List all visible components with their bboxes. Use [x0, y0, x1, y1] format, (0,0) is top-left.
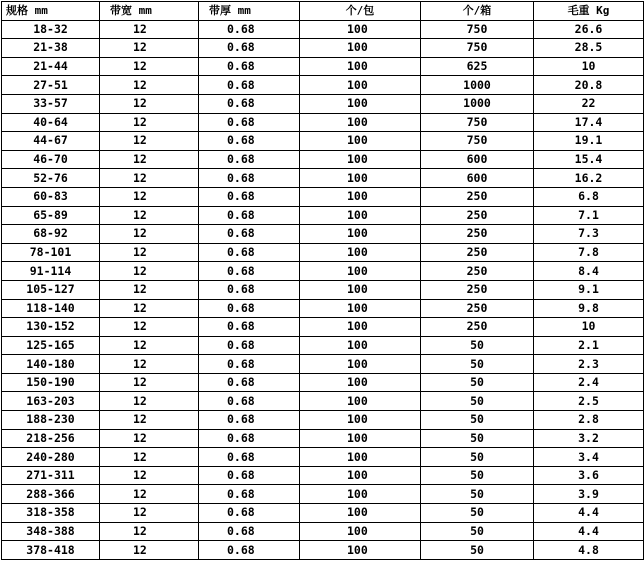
- cell-gross-weight: 19.1: [534, 132, 644, 151]
- header-per-box: 个/箱: [421, 2, 534, 21]
- table-row: [2, 392, 644, 411]
- cell-per-pack: 100: [300, 132, 421, 151]
- cell-band-thickness: 0.68: [199, 262, 300, 281]
- table-row: [2, 187, 644, 206]
- header-per-pack: 个/包: [300, 2, 421, 21]
- cell-band-thickness: 0.68: [199, 429, 300, 448]
- cell-gross-weight: 17.4: [534, 113, 644, 132]
- cell-gross-weight: 28.5: [534, 39, 644, 58]
- cell-band-width: 12: [100, 20, 199, 39]
- cell-gross-weight: 9.8: [534, 299, 644, 318]
- cell-band-width: 12: [100, 169, 199, 188]
- cell-spec: 378-418: [2, 541, 100, 560]
- cell-per-box: 750: [421, 39, 534, 58]
- cell-per-box: 50: [421, 411, 534, 430]
- cell-per-box: 600: [421, 169, 534, 188]
- cell-spec: 52-76: [2, 169, 100, 188]
- table-row: [2, 318, 644, 337]
- cell-gross-weight: 4.4: [534, 522, 644, 541]
- cell-band-thickness: 0.68: [199, 150, 300, 169]
- cell-per-box: 50: [421, 355, 534, 374]
- header-spec: 规格 mm: [2, 2, 100, 21]
- cell-spec: 78-101: [2, 243, 100, 262]
- cell-band-width: 12: [100, 225, 199, 244]
- cell-band-thickness: 0.68: [199, 187, 300, 206]
- cell-gross-weight: 7.1: [534, 206, 644, 225]
- cell-band-thickness: 0.68: [199, 541, 300, 560]
- cell-spec: 60-83: [2, 187, 100, 206]
- cell-gross-weight: 6.8: [534, 187, 644, 206]
- cell-per-box: 250: [421, 225, 534, 244]
- cell-gross-weight: 2.5: [534, 392, 644, 411]
- cell-spec: 105-127: [2, 280, 100, 299]
- cell-gross-weight: 10: [534, 318, 644, 337]
- cell-band-width: 12: [100, 522, 199, 541]
- cell-per-pack: 100: [300, 466, 421, 485]
- table-row: [2, 429, 644, 448]
- cell-per-pack: 100: [300, 280, 421, 299]
- cell-per-box: 50: [421, 504, 534, 523]
- cell-band-width: 12: [100, 485, 199, 504]
- cell-band-width: 12: [100, 466, 199, 485]
- cell-band-width: 12: [100, 541, 199, 560]
- cell-gross-weight: 26.6: [534, 20, 644, 39]
- cell-per-pack: 100: [300, 355, 421, 374]
- table-row: [2, 206, 644, 225]
- cell-per-pack: 100: [300, 150, 421, 169]
- cell-per-box: 50: [421, 448, 534, 467]
- cell-per-pack: 100: [300, 169, 421, 188]
- cell-band-width: 12: [100, 373, 199, 392]
- cell-band-thickness: 0.68: [199, 132, 300, 151]
- cell-band-thickness: 0.68: [199, 411, 300, 430]
- spec-table: [1, 1, 644, 560]
- cell-band-width: 12: [100, 187, 199, 206]
- cell-per-box: 250: [421, 318, 534, 337]
- cell-per-pack: 100: [300, 225, 421, 244]
- cell-spec: 150-190: [2, 373, 100, 392]
- cell-band-width: 12: [100, 94, 199, 113]
- table-row: [2, 299, 644, 318]
- table-row: [2, 448, 644, 467]
- table-row: [2, 504, 644, 523]
- cell-gross-weight: 3.2: [534, 429, 644, 448]
- cell-band-thickness: 0.68: [199, 280, 300, 299]
- cell-spec: 18-32: [2, 20, 100, 39]
- cell-gross-weight: 4.4: [534, 504, 644, 523]
- cell-spec: 163-203: [2, 392, 100, 411]
- cell-band-thickness: 0.68: [199, 225, 300, 244]
- cell-per-box: 50: [421, 485, 534, 504]
- cell-spec: 348-388: [2, 522, 100, 541]
- table-row: [2, 94, 644, 113]
- cell-spec: 118-140: [2, 299, 100, 318]
- cell-band-thickness: 0.68: [199, 206, 300, 225]
- cell-gross-weight: 7.3: [534, 225, 644, 244]
- cell-gross-weight: 3.9: [534, 485, 644, 504]
- cell-band-thickness: 0.68: [199, 522, 300, 541]
- cell-per-box: 250: [421, 187, 534, 206]
- cell-per-pack: 100: [300, 243, 421, 262]
- cell-band-width: 12: [100, 411, 199, 430]
- cell-band-thickness: 0.68: [199, 466, 300, 485]
- cell-per-pack: 100: [300, 541, 421, 560]
- cell-per-box: 250: [421, 206, 534, 225]
- cell-per-box: 750: [421, 113, 534, 132]
- cell-per-box: 50: [421, 373, 534, 392]
- cell-band-width: 12: [100, 299, 199, 318]
- cell-per-box: 625: [421, 57, 534, 76]
- cell-per-pack: 100: [300, 318, 421, 337]
- cell-per-pack: 100: [300, 411, 421, 430]
- cell-per-pack: 100: [300, 504, 421, 523]
- cell-band-width: 12: [100, 392, 199, 411]
- cell-band-thickness: 0.68: [199, 243, 300, 262]
- table-row: [2, 57, 644, 76]
- cell-spec: 68-92: [2, 225, 100, 244]
- table-row: [2, 150, 644, 169]
- cell-spec: 318-358: [2, 504, 100, 523]
- table-row: [2, 522, 644, 541]
- cell-band-thickness: 0.68: [199, 76, 300, 95]
- cell-band-width: 12: [100, 39, 199, 58]
- table-row: [2, 466, 644, 485]
- cell-per-box: 250: [421, 280, 534, 299]
- cell-gross-weight: 4.8: [534, 541, 644, 560]
- table-row: [2, 113, 644, 132]
- cell-band-thickness: 0.68: [199, 113, 300, 132]
- table-row: [2, 225, 644, 244]
- cell-gross-weight: 3.4: [534, 448, 644, 467]
- cell-per-pack: 100: [300, 57, 421, 76]
- cell-spec: 91-114: [2, 262, 100, 281]
- cell-gross-weight: 3.6: [534, 466, 644, 485]
- cell-per-pack: 100: [300, 94, 421, 113]
- table-row: [2, 76, 644, 95]
- cell-gross-weight: 15.4: [534, 150, 644, 169]
- cell-spec: 44-67: [2, 132, 100, 151]
- cell-per-box: 250: [421, 299, 534, 318]
- cell-per-box: 250: [421, 262, 534, 281]
- table-row: [2, 169, 644, 188]
- cell-band-width: 12: [100, 76, 199, 95]
- cell-band-thickness: 0.68: [199, 57, 300, 76]
- cell-gross-weight: 22: [534, 94, 644, 113]
- table-row: [2, 132, 644, 151]
- cell-band-width: 12: [100, 318, 199, 337]
- cell-per-box: 600: [421, 150, 534, 169]
- cell-per-pack: 100: [300, 485, 421, 504]
- cell-gross-weight: 2.8: [534, 411, 644, 430]
- cell-per-box: 1000: [421, 94, 534, 113]
- table-row: [2, 541, 644, 560]
- table-row: [2, 20, 644, 39]
- table-row: [2, 262, 644, 281]
- cell-per-pack: 100: [300, 39, 421, 58]
- cell-per-box: 750: [421, 20, 534, 39]
- cell-per-pack: 100: [300, 76, 421, 95]
- table-row: [2, 373, 644, 392]
- cell-per-box: 50: [421, 336, 534, 355]
- cell-spec: 271-311: [2, 466, 100, 485]
- cell-gross-weight: 8.4: [534, 262, 644, 281]
- cell-spec: 27-51: [2, 76, 100, 95]
- cell-band-thickness: 0.68: [199, 39, 300, 58]
- cell-band-thickness: 0.68: [199, 448, 300, 467]
- cell-band-width: 12: [100, 243, 199, 262]
- header-band-thickness: 带厚 mm: [199, 2, 300, 21]
- cell-per-pack: 100: [300, 522, 421, 541]
- cell-band-width: 12: [100, 113, 199, 132]
- cell-gross-weight: 2.1: [534, 336, 644, 355]
- cell-per-box: 750: [421, 132, 534, 151]
- cell-spec: 288-366: [2, 485, 100, 504]
- cell-spec: 218-256: [2, 429, 100, 448]
- cell-band-width: 12: [100, 280, 199, 299]
- cell-band-width: 12: [100, 262, 199, 281]
- cell-per-box: 50: [421, 392, 534, 411]
- cell-gross-weight: 9.1: [534, 280, 644, 299]
- cell-per-pack: 100: [300, 262, 421, 281]
- cell-gross-weight: 10: [534, 57, 644, 76]
- cell-band-thickness: 0.68: [199, 504, 300, 523]
- cell-per-box: 50: [421, 541, 534, 560]
- cell-spec: 46-70: [2, 150, 100, 169]
- table-body: [2, 20, 644, 559]
- cell-gross-weight: 16.2: [534, 169, 644, 188]
- cell-gross-weight: 20.8: [534, 76, 644, 95]
- cell-spec: 21-44: [2, 57, 100, 76]
- cell-gross-weight: 2.3: [534, 355, 644, 374]
- table-row: [2, 355, 644, 374]
- cell-band-thickness: 0.68: [199, 336, 300, 355]
- cell-per-box: 1000: [421, 76, 534, 95]
- cell-band-thickness: 0.68: [199, 299, 300, 318]
- header-band-width: 带宽 mm: [100, 2, 199, 21]
- cell-spec: 140-180: [2, 355, 100, 374]
- cell-band-width: 12: [100, 355, 199, 374]
- table-row: [2, 280, 644, 299]
- cell-band-thickness: 0.68: [199, 355, 300, 374]
- cell-spec: 21-38: [2, 39, 100, 58]
- cell-band-thickness: 0.68: [199, 169, 300, 188]
- cell-band-width: 12: [100, 336, 199, 355]
- cell-per-box: 50: [421, 522, 534, 541]
- cell-band-thickness: 0.68: [199, 94, 300, 113]
- cell-band-width: 12: [100, 429, 199, 448]
- cell-band-width: 12: [100, 150, 199, 169]
- cell-per-box: 250: [421, 243, 534, 262]
- cell-per-pack: 100: [300, 392, 421, 411]
- cell-per-pack: 100: [300, 20, 421, 39]
- cell-per-pack: 100: [300, 187, 421, 206]
- header-row: [2, 2, 644, 21]
- cell-band-width: 12: [100, 206, 199, 225]
- cell-band-thickness: 0.68: [199, 392, 300, 411]
- cell-per-pack: 100: [300, 373, 421, 392]
- table-row: [2, 243, 644, 262]
- cell-per-pack: 100: [300, 113, 421, 132]
- cell-spec: 130-152: [2, 318, 100, 337]
- cell-spec: 40-64: [2, 113, 100, 132]
- cell-per-pack: 100: [300, 448, 421, 467]
- cell-per-box: 50: [421, 429, 534, 448]
- cell-spec: 125-165: [2, 336, 100, 355]
- cell-per-box: 50: [421, 466, 534, 485]
- cell-band-width: 12: [100, 57, 199, 76]
- cell-band-thickness: 0.68: [199, 485, 300, 504]
- cell-per-pack: 100: [300, 336, 421, 355]
- cell-band-width: 12: [100, 132, 199, 151]
- table-row: [2, 411, 644, 430]
- cell-per-pack: 100: [300, 206, 421, 225]
- table-row: [2, 39, 644, 58]
- cell-per-pack: 100: [300, 299, 421, 318]
- cell-spec: 33-57: [2, 94, 100, 113]
- cell-gross-weight: 7.8: [534, 243, 644, 262]
- table-row: [2, 336, 644, 355]
- cell-per-pack: 100: [300, 429, 421, 448]
- cell-band-width: 12: [100, 504, 199, 523]
- cell-spec: 65-89: [2, 206, 100, 225]
- cell-band-width: 12: [100, 448, 199, 467]
- cell-spec: 240-280: [2, 448, 100, 467]
- cell-band-thickness: 0.68: [199, 20, 300, 39]
- cell-spec: 188-230: [2, 411, 100, 430]
- cell-gross-weight: 2.4: [534, 373, 644, 392]
- header-gross-weight: 毛重 Kg: [534, 2, 644, 21]
- table-row: [2, 485, 644, 504]
- cell-band-thickness: 0.68: [199, 373, 300, 392]
- cell-band-thickness: 0.68: [199, 318, 300, 337]
